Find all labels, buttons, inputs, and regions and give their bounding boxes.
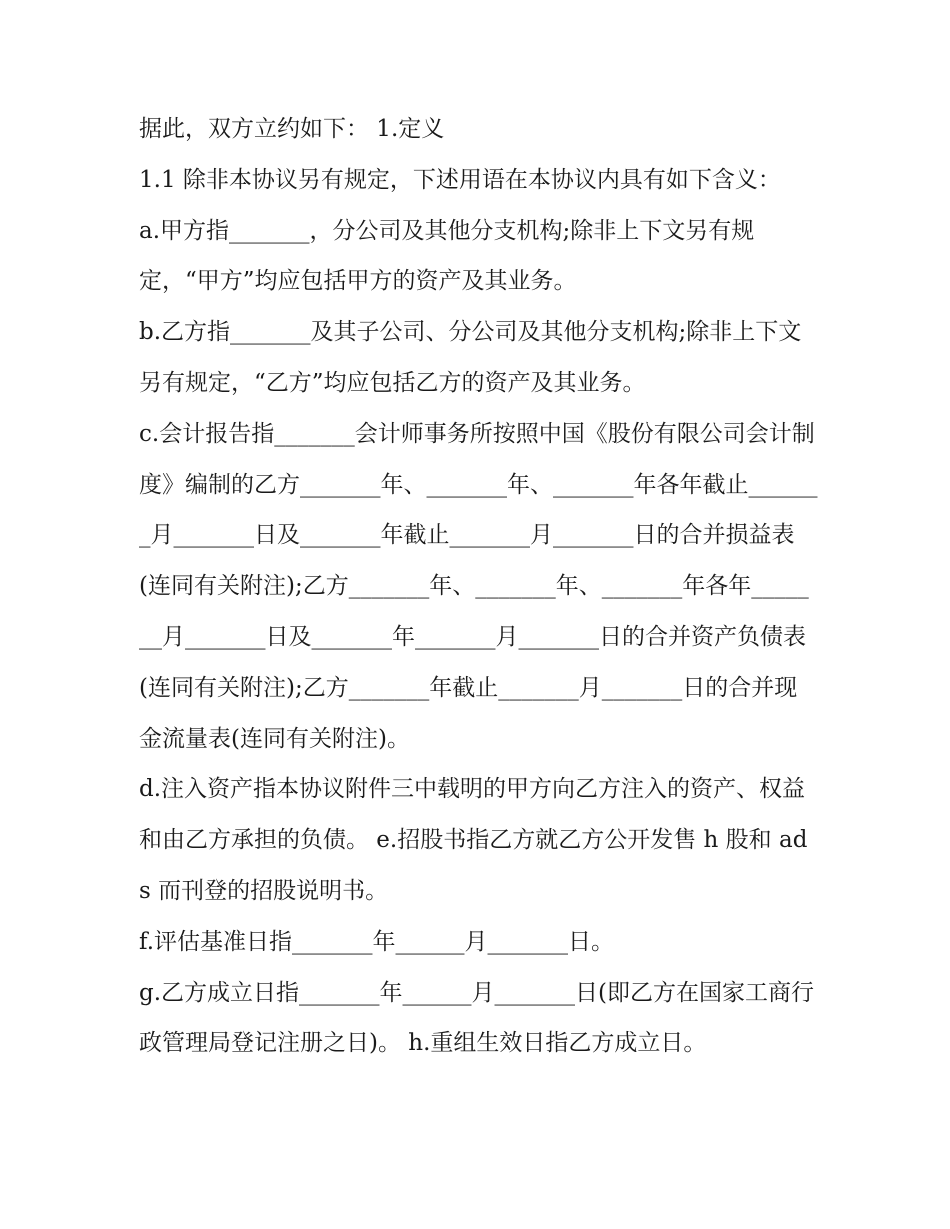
paragraph-g-h: g.乙方成立日指_______年______月_______日(即乙方在国家工商行政管理局登记注册之日)。 h.重组生效日指乙方成立日。 bbox=[139, 979, 815, 1057]
paragraph-c: c.会计报告指_______会计师事务所按照中国《股份有限公司会计制度》编制的乙方_______年、_______年、_______年各年截止_______月_______日及_______年截止_______月_______日的合并损益表(连同有关附注);乙方_______年、_______年、_______年各年_______月_______日及_______年_______月_______日的合并资产负债表(连同有关附注);乙方_______年截止_______月_______日的合并现金流量表(连同有关附注)。 bbox=[139, 420, 818, 752]
paragraph-intro: 据此，双方立约如下： 1.定义 bbox=[139, 116, 445, 142]
paragraph-a: a.甲方指_______，分公司及其他分支机构;除非上下文另有规定，“甲方”均应包括甲方的资产及其业务。 bbox=[139, 217, 755, 295]
paragraph-1-1: 1.1 除非本协议另有规定，下述用语在本协议内具有如下含义： bbox=[139, 166, 781, 193]
paragraph-b: b.乙方指_______及其子公司、分公司及其他分支机构;除非上下文另有规定，“乙方”均应包括乙方的资产及其业务。 bbox=[139, 319, 802, 396]
paragraph-d-e: d.注入资产指本协议附件三中载明的甲方向乙方注入的资产、权益和由乙方承担的负债。 e.招股书指乙方就乙方公开发售 h 股和 ads 而刊登的招股说明书。 bbox=[139, 776, 808, 904]
document-body bbox=[139, 104, 819, 1069]
paragraph-f: f.评估基准日指_______年______月_______日。 bbox=[139, 928, 615, 955]
